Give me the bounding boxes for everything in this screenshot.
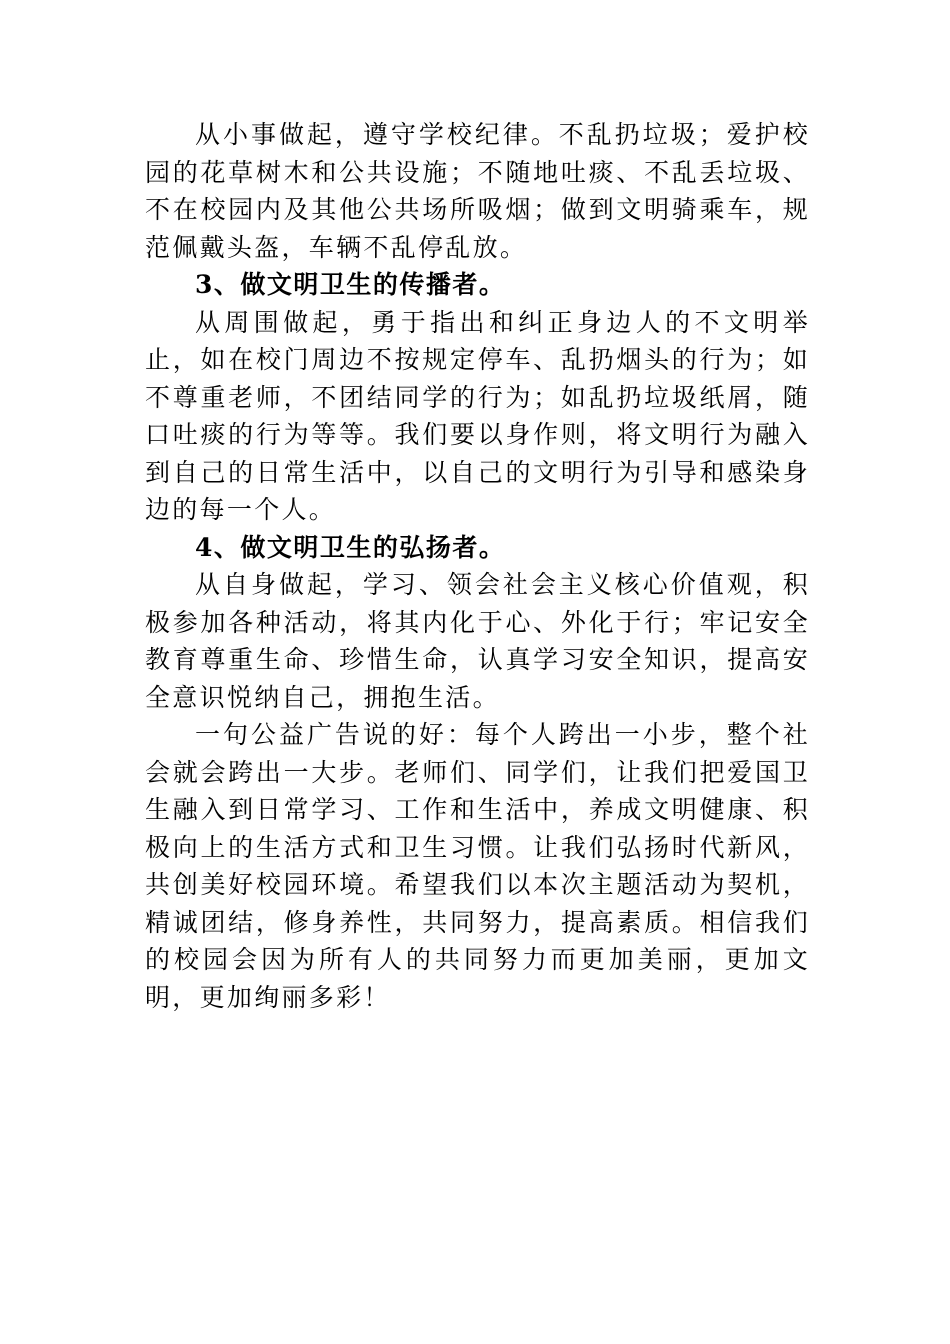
heading-section-4: 4、做文明卫生的弘扬者。 xyxy=(195,532,506,562)
paragraph-closing: 一句公益广告说的好：每个人跨出一小步，整个社会就会跨出一大步。老师们、同学们，让我们把爱国卫生融入到日常学习、工作和生活中，养成文明健康、积极向上的生活方式和卫生习惯。让我们弘扬时代新风，共创美好校园环境。希望我们以本次主题活动为契机，精诚团结，修身养性，共同努力，提高素质。相信我们的校园会因为所有人的共同努力而更加美丽，更加文明，更加绚丽多彩！ xyxy=(145,720,810,1012)
document-body xyxy=(145,116,810,1016)
paragraph-spreader: 从周围做起，勇于指出和纠正身边人的不文明举止，如在校门周边不按规定停车、乱扔烟头的行为；如不尊重老师，不团结同学的行为；如乱扔垃圾纸屑，随口吐痰的行为等等。我们要以身作则，将文明行为融入到自己的日常生活中，以自己的文明行为引导和感染身边的每一个人。 xyxy=(145,307,810,524)
paragraph-promoter: 从自身做起，学习、领会社会主义核心价值观，积极参加各种活动，将其内化于心、外化于行；牢记安全教育尊重生命、珍惜生命，认真学习安全知识，提高安全意识悦纳自己，拥抱生活。 xyxy=(145,570,810,712)
heading-section-3: 3、做文明卫生的传播者。 xyxy=(195,270,506,299)
paragraph-discipline: 从小事做起，遵守学校纪律。不乱扔垃圾；爱护校园的花草树木和公共设施；不随地吐痰、不乱丢垃圾、不在校园内及其他公共场所吸烟；做到文明骑乘车，规范佩戴头盔，车辆不乱停乱放。 xyxy=(145,120,810,262)
